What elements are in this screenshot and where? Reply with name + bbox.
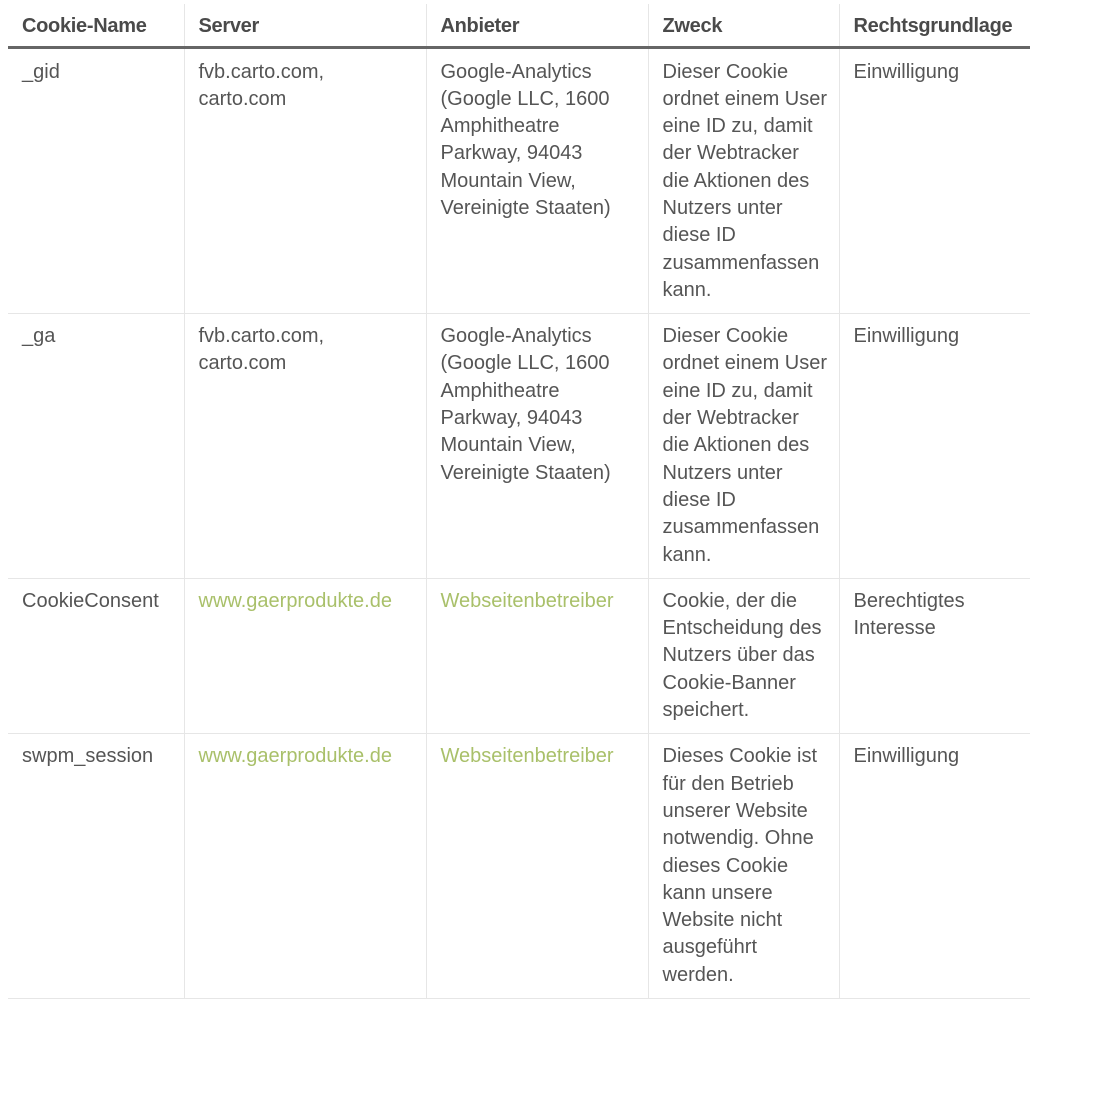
provider-link[interactable]: Webseitenbetreiber: [440, 745, 614, 768]
header-cookie-name: Cookie-Name: [8, 4, 184, 47]
cell-cookie-name: CookieConsent: [8, 578, 184, 733]
cell-provider: [426, 734, 648, 999]
cell-purpose: Cookie, der die Entscheidung des Nutzers über das Cookie-Banner speichert.: [648, 578, 839, 733]
cell-cookie-name: _gid: [8, 47, 184, 314]
table-header: [8, 4, 1030, 47]
header-purpose: Zweck: [648, 4, 839, 47]
table-row: [8, 47, 1030, 314]
table-row: [8, 734, 1030, 999]
cell-cookie-name: swpm_session: [8, 734, 184, 999]
cell-cookie-name: _ga: [8, 314, 184, 579]
header-row: [8, 4, 1030, 47]
table-row: [8, 314, 1030, 579]
header-provider: Anbieter: [426, 4, 648, 47]
cell-legal-basis: Einwilligung: [839, 314, 1030, 579]
cell-server: [184, 734, 426, 999]
cell-server: fvb.carto.com, carto.com: [184, 314, 426, 579]
server-link[interactable]: www.gaerprodukte.de: [198, 745, 392, 768]
cell-provider: [426, 578, 648, 733]
cell-legal-basis: Einwilligung: [839, 47, 1030, 314]
cell-server: fvb.carto.com, carto.com: [184, 47, 426, 314]
cell-legal-basis: Einwilligung: [839, 734, 1030, 999]
cell-purpose: Dieser Cookie ordnet einem User eine ID zu, damit der Webtracker die Aktionen des Nutzers unter diese ID zusammenfassen kann.: [648, 314, 839, 579]
header-server: Server: [184, 4, 426, 47]
cell-legal-basis: Berechtigtes Interesse: [839, 578, 1030, 733]
cell-purpose: Dieser Cookie ordnet einem User eine ID zu, damit der Webtracker die Aktionen des Nutzers unter diese ID zusammenfassen kann.: [648, 47, 839, 314]
provider-link[interactable]: Webseitenbetreiber: [440, 589, 614, 612]
header-legal-basis: Rechtsgrundlage: [839, 4, 1030, 47]
cell-purpose: Dieses Cookie ist für den Betrieb unserer Website notwendig. Ohne dieses Cookie kann unsere Website nicht ausgeführt werden.: [648, 734, 839, 999]
table-body: [8, 47, 1030, 999]
server-link[interactable]: www.gaerprodukte.de: [198, 589, 392, 612]
cell-server: [184, 578, 426, 733]
table-row: [8, 578, 1030, 733]
cookie-table: [8, 4, 1030, 999]
cell-provider: Google-Analytics (Google LLC, 1600 Amphitheatre Parkway, 94043 Mountain View, Vereinigte Staaten): [426, 314, 648, 579]
cell-provider: Google-Analytics (Google LLC, 1600 Amphitheatre Parkway, 94043 Mountain View, Vereinigte Staaten): [426, 47, 648, 314]
